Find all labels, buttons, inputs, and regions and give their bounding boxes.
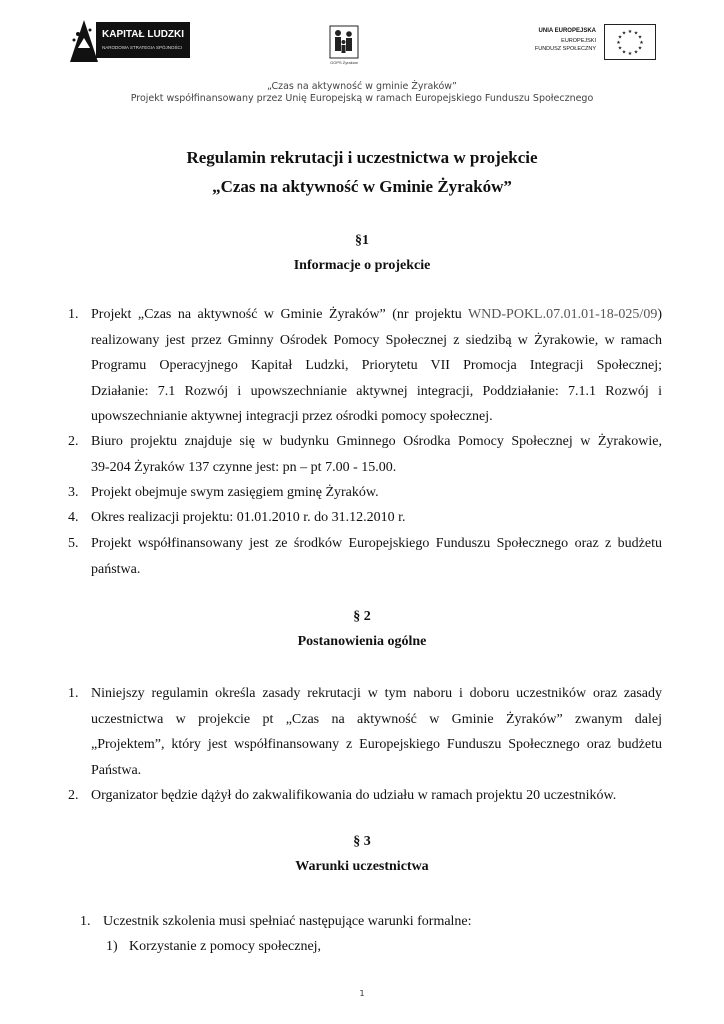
section-2-symbol: § 2 xyxy=(353,609,371,624)
svg-text:★: ★ xyxy=(621,30,627,37)
svg-text:★: ★ xyxy=(616,40,621,46)
list-line: Organizator będzie dążył do zakwalifikowania do udziału w ramach projektu 20 uczestników. xyxy=(91,788,617,803)
section-3-symbol: § 3 xyxy=(353,834,371,849)
list-line: Projekt współfinansowany jest ze środków Europejskiego Funduszu Społecznego oraz z budżetu xyxy=(91,536,662,551)
svg-text:★: ★ xyxy=(621,49,627,56)
svg-text:★: ★ xyxy=(627,29,633,35)
svg-text:★: ★ xyxy=(637,34,643,41)
list-line: Programu Operacyjnego Kapitał Ludzki, Priorytetu VII Promocja Integracji Społecznej; xyxy=(91,358,662,373)
list-line: Projekt obejmuje swym zasięgiem gminę Żyraków. xyxy=(91,485,379,500)
list-line: Projekt „Czas na aktywność w Gminie Żyraków” (nr projektu WND-POKL.07.01.01-18-025/09) xyxy=(91,307,662,322)
page-number: 1 xyxy=(359,989,365,998)
list-line: Działanie: 7.1 Rozwój i upowszechnianie aktywnej integracji, Poddziałanie: 7.1.1 Rozwój i xyxy=(91,383,662,399)
family-icon xyxy=(327,24,361,60)
list-line: państwa. xyxy=(91,561,141,577)
list-line: „Projektem”, który jest współfinansowany z Europejskiego Funduszu Społecznego oraz budżetu xyxy=(91,737,662,752)
list-number: 2. xyxy=(68,434,79,449)
list-number: 1. xyxy=(68,307,79,322)
gops-caption: GOPS Żyraków xyxy=(330,60,358,65)
list-line: 39-204 Żyraków 137 czynne jest: pn – pt 7.00 - 15.00. xyxy=(91,459,397,475)
svg-text:★: ★ xyxy=(633,30,639,37)
list-number: 4. xyxy=(68,510,79,525)
header-project-name: „Czas na aktywność w gminie Żyraków” xyxy=(267,81,457,92)
kapital-ludzki-subtitle: NARODOWA STRATEGIA SPÓJNOŚCI xyxy=(102,45,183,50)
list-number: 1. xyxy=(80,914,91,929)
page-header xyxy=(0,81,724,105)
kapital-ludzki-logo xyxy=(62,14,192,68)
svg-text:★: ★ xyxy=(617,45,623,52)
list-line: upowszechnianie aktywnej integracji przez ośrodki pomocy społecznej. xyxy=(91,409,493,424)
section-1-symbol: §1 xyxy=(355,233,369,248)
list-number: 5. xyxy=(68,536,79,551)
gops-logo xyxy=(327,24,361,70)
eu-title: UNIA EUROPEJSKA xyxy=(538,28,596,34)
list-number: 3. xyxy=(68,485,79,500)
eu-flag-icon xyxy=(604,24,656,60)
list-number: 1) xyxy=(106,939,118,954)
logo-bar xyxy=(0,14,724,70)
list-number: 2. xyxy=(68,788,79,803)
list-line: Korzystanie z pomocy społecznej, xyxy=(129,939,322,954)
svg-text:★: ★ xyxy=(617,34,623,41)
list-line: Państwa. xyxy=(91,762,142,778)
svg-text:★: ★ xyxy=(637,45,643,52)
svg-text:★: ★ xyxy=(639,40,644,46)
project-number: WND-POKL.07.01.01-18-025/09 xyxy=(467,307,658,322)
list-line: Okres realizacji projektu: 01.01.2010 r. do 31.12.2010 r. xyxy=(91,510,406,525)
list-line: Niniejszy regulamin określa zasady rekrutacji w tym naboru i doboru uczestników oraz zasady xyxy=(91,686,662,701)
list-line: realizowany jest przez Gminny Ośrodek Pomocy Społecznej z siedzibą w Żyrakowie, w ramach xyxy=(91,332,662,348)
header-funding-note: Projekt współfinansowany przez Unię Europejską w ramach Europejskiego Funduszu Społecznego xyxy=(130,93,594,104)
svg-text:★: ★ xyxy=(633,49,639,56)
list-line: Biuro projektu znajduje się w budynku Gminnego Ośrodka Pomocy Społecznej w Żyrakowie, xyxy=(91,434,662,449)
list-number: 1. xyxy=(68,686,79,701)
section-3-heading: Warunki uczestnictwa xyxy=(295,859,429,874)
svg-text:★: ★ xyxy=(627,51,633,57)
list-line: Uczestnik szkolenia musi spełniać następujące warunki formalne: xyxy=(103,914,472,929)
section-2-heading: Postanowienia ogólne xyxy=(297,634,427,649)
eu-logo xyxy=(530,22,666,66)
eu-line2: EUROPEJSKI xyxy=(561,38,596,44)
document-subtitle: „Czas na aktywność w Gminie Żyraków” xyxy=(212,177,512,196)
section-1-heading: Informacje o projekcie xyxy=(293,258,431,273)
list-line: uczestnictwa w projekcie pt „Czas na aktywność w Gminie Żyraków” zwanym dalej xyxy=(91,711,662,727)
eu-line3: FUNDUSZ SPOŁECZNY xyxy=(534,46,596,52)
document-title: Regulamin rekrutacji i uczestnictwa w projekcie xyxy=(186,148,538,167)
kapital-ludzki-title: KAPITAŁ LUDZKI xyxy=(102,29,185,40)
